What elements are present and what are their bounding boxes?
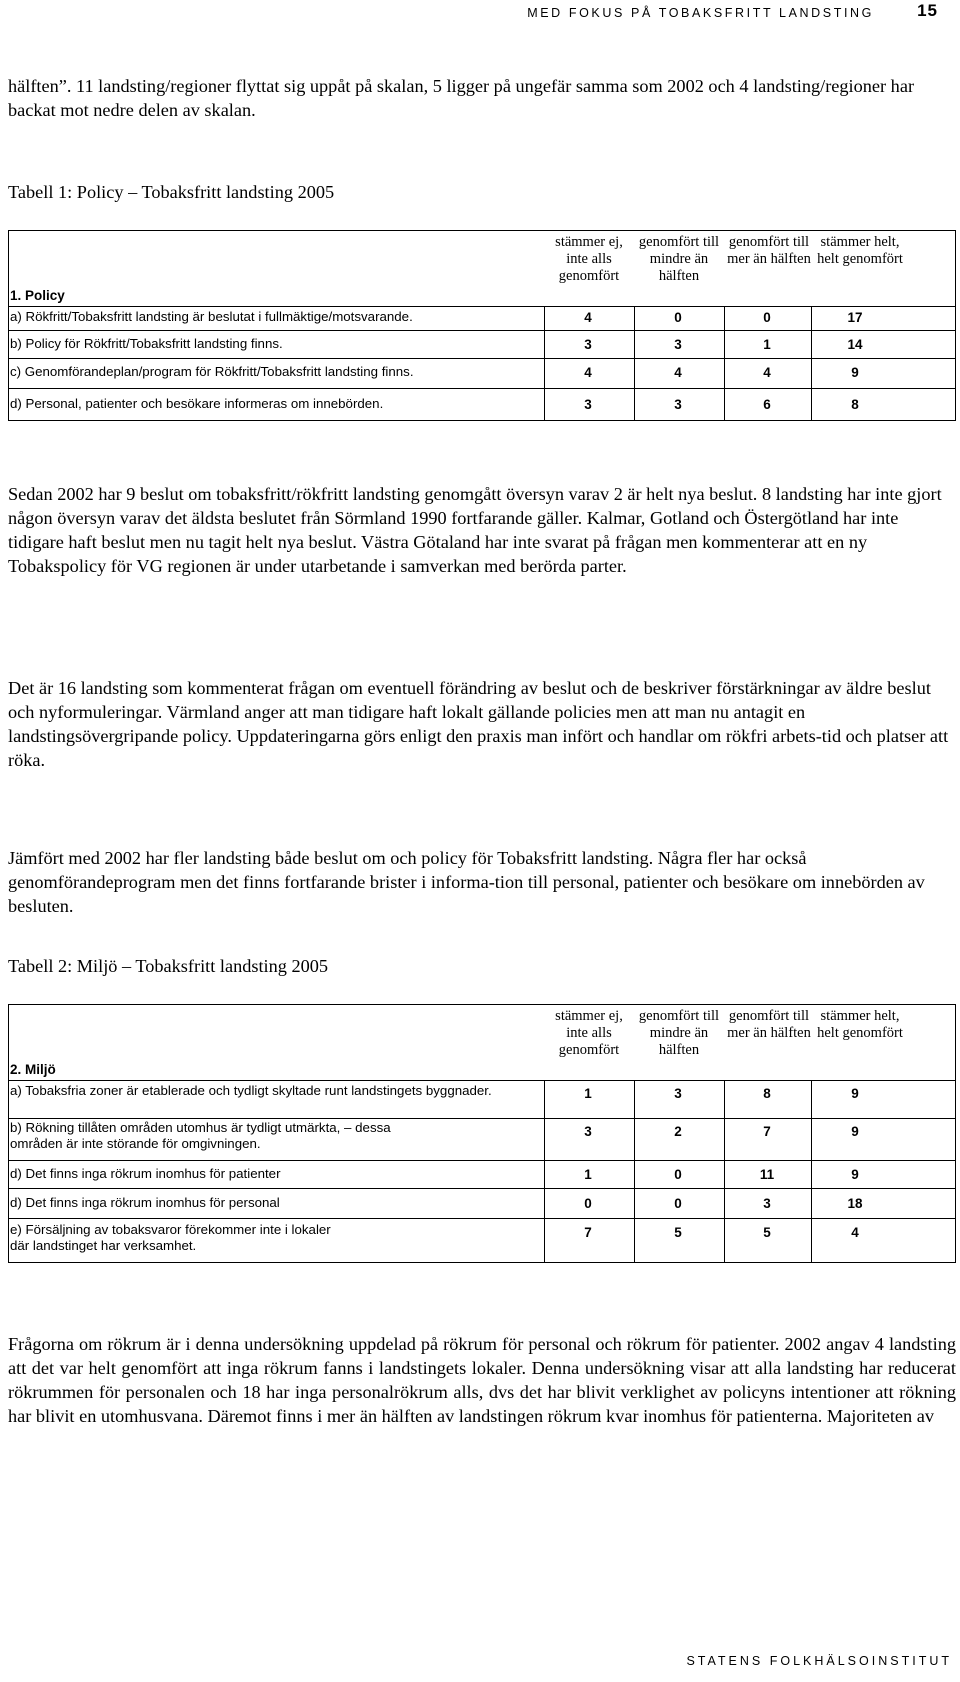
table1-cell: 17 — [847, 310, 863, 325]
table1-row-divider — [8, 306, 956, 307]
table2-cell: 0 — [584, 1196, 592, 1211]
page-number: 15 — [917, 1, 938, 20]
table1-cell: 4 — [763, 365, 771, 380]
table2-title: Tabell 2: Miljö – Tobaksfritt landsting 2005 — [8, 956, 329, 976]
table1-cell: 4 — [674, 365, 682, 380]
table2-row-label: e) Försäljning av tobaksvaror förekommer inte i lokaler där landstinget har verksamhet. — [10, 1222, 331, 1253]
body-paragraph: Jämfört med 2002 har fler landsting både beslut om och policy för Tobaksfritt landsting. Några fler har också genomförandeprogram men det finns fortfarande brister i informa-tion till personal, patienter och besökare om innebörden av besluten. — [8, 848, 925, 916]
table2-row-label: d) Det finns inga rökrum inomhus för patienter — [10, 1166, 281, 1181]
table2-cell: 5 — [763, 1225, 771, 1240]
table2-row-label: d) Det finns inga rökrum inomhus för personal — [10, 1195, 280, 1210]
table1-cell: 9 — [851, 365, 859, 380]
page-footer: STATENS FOLKHÄLSOINSTITUT — [686, 1654, 952, 1668]
table2-vline — [724, 1080, 725, 1262]
table1-cell: 3 — [584, 397, 592, 412]
table1-row-label: c) Genomförandeplan/program för Rökfritt/Tobaksfritt landsting finns. — [10, 364, 414, 379]
table2-cell: 3 — [584, 1124, 592, 1139]
table2-cell: 3 — [674, 1086, 682, 1101]
table1-col-1: stämmer ej, inte alls genomfört — [555, 234, 623, 284]
table2-col-3: genomfört till mer än hälften — [727, 1008, 811, 1041]
table2-cell: 3 — [763, 1196, 771, 1211]
table2-bottom-border — [8, 1262, 956, 1263]
table1-vline — [544, 306, 545, 420]
table1-col-4: stämmer helt, helt genomfört — [817, 234, 903, 267]
table2-vline — [811, 1080, 812, 1262]
table2-cell: 1 — [584, 1086, 592, 1101]
table1-cell: 14 — [847, 337, 863, 352]
table2-vline — [634, 1080, 635, 1262]
table1-row-label: b) Policy för Rökfritt/Tobaksfritt landsting finns. — [10, 336, 283, 351]
table2-row-label: a) Tobaksfria zoner är etablerade och tydligt skyltade runt landstingets byggnader. — [10, 1083, 492, 1098]
table1-cell: 3 — [674, 397, 682, 412]
table2-col-2: genomfört till mindre än hälften — [638, 1008, 720, 1058]
table1-top-border — [8, 230, 956, 231]
table2-cell: 4 — [851, 1225, 859, 1240]
table1-col-3: genomfört till mer än hälften — [727, 234, 811, 267]
table1-row-label: d) Personal, patienter och besökare informeras om innebörden. — [10, 396, 384, 411]
table1-cell: 0 — [674, 310, 682, 325]
table2-cell: 1 — [584, 1167, 592, 1182]
table2-vline — [544, 1080, 545, 1262]
table2-cell: 0 — [674, 1196, 682, 1211]
table2-vline — [955, 1004, 956, 1262]
table2-row-divider — [8, 1188, 956, 1189]
table2-col-1: stämmer ej, inte alls genomfört — [555, 1008, 623, 1058]
table1-cell: 0 — [763, 310, 771, 325]
table2-vline — [8, 1004, 9, 1262]
table2-cell: 5 — [674, 1225, 682, 1240]
intro-paragraph: hälften”. 11 landsting/regioner flyttat sig uppåt på skalan, 5 ligger på ungefär samma som 2002 och 4 landsting/regioner har backat mot nedre delen av skalan. — [8, 76, 915, 120]
table2-top-border — [8, 1004, 956, 1005]
table2-cell: 8 — [763, 1086, 771, 1101]
table1-vline — [8, 230, 9, 420]
table2-row-divider — [8, 1218, 956, 1219]
table2-cell: 2 — [674, 1124, 682, 1139]
table1-section-label: 1. Policy — [10, 288, 65, 303]
table1-cell: 4 — [584, 365, 592, 380]
table2-section-label: 2. Miljö — [10, 1062, 56, 1077]
table1-cell: 4 — [584, 310, 592, 325]
table2-col-4: stämmer helt, helt genomfört — [817, 1008, 903, 1041]
table2-cell: 9 — [851, 1086, 859, 1101]
table1-cell: 8 — [851, 397, 859, 412]
table2-cell: 9 — [851, 1124, 859, 1139]
table1-cell: 3 — [584, 337, 592, 352]
running-header-title: MED FOKUS PÅ TOBAKSFRITT LANDSTING — [527, 6, 874, 20]
table1-vline — [724, 306, 725, 420]
table2-cell: 9 — [851, 1167, 859, 1182]
table2-cell: 0 — [674, 1167, 682, 1182]
table2-row-divider — [8, 1080, 956, 1081]
table1-row-divider — [8, 330, 956, 331]
table2-cell: 18 — [847, 1196, 863, 1211]
table1-vline — [955, 230, 956, 420]
table2-row-divider — [8, 1118, 956, 1119]
table1-cell: 1 — [763, 337, 771, 352]
table1-row-label: a) Rökfritt/Tobaksfritt landsting är beslutat i fullmäktige/motsvarande. — [10, 309, 413, 324]
table1-vline — [811, 306, 812, 420]
table1-row-divider — [8, 358, 956, 359]
body-paragraph: Det är 16 landsting som kommenterat frågan om eventuell förändring av beslut och de beskriver förstärkningar av äldre beslut och nyformuleringar. Värmland anger att man tidigare haft lokalt gällande policies men att man nu antagit en landstingsövergripande policy. Uppdateringarna görs enligt den praxis man infört och handlar om rökfri arbets-tid och platser att röka. — [8, 678, 949, 770]
table1-title: Tabell 1: Policy – Tobaksfritt landsting 2005 — [8, 182, 335, 202]
body-paragraph: Sedan 2002 har 9 beslut om tobaksfritt/rökfritt landsting genomgått översyn varav 2 är helt nya beslut. 8 landsting har inte gjort någon översyn varav det äldsta beslutet från Sörmland 1990 fortfarande gäller. Kalmar, Gotland och Östergötland har inte tidigare haft beslut men nu tagit helt nya beslut. Västra Götaland har inte svarat på frågan men kommenterar att en ny Tobakspolicy för VG regionen är under utarbetande i samverkan med berörda parter. — [8, 484, 942, 576]
table1-row-divider — [8, 388, 956, 389]
table1-vline — [634, 306, 635, 420]
table2-row-divider — [8, 1160, 956, 1161]
table1-col-2: genomfört till mindre än hälften — [638, 234, 720, 284]
table2-cell: 7 — [763, 1124, 771, 1139]
page-header — [0, 0, 960, 30]
table2-cell: 11 — [759, 1167, 775, 1182]
table2-cell: 7 — [584, 1225, 592, 1240]
closing-paragraph: Frågorna om rökrum är i denna undersökning uppdelad på rökrum för personal och rökrum för patienter. 2002 angav 4 landsting att det var helt genomfört att inga rökrum fanns i landstingets lokaler. Denna undersökning visar att alla landsting har reducerat rökrummen för personalen och 18 har inga personalrökrum alls, dvs det har blivit verklighet av policyns intentioner att rökning har blivit en utomhusvana. Däremot finns i mer än hälften av landstingen rökrum kvar inomhus för patienterna. Majoriteten av — [8, 1334, 956, 1426]
table1-cell: 6 — [763, 397, 771, 412]
table1-bottom-border — [8, 420, 956, 421]
table2-row-label: b) Rökning tillåten områden utomhus är tydligt utmärkta, – dessa områden är inte störande för omgivningen. — [10, 1120, 391, 1151]
table1-cell: 3 — [674, 337, 682, 352]
